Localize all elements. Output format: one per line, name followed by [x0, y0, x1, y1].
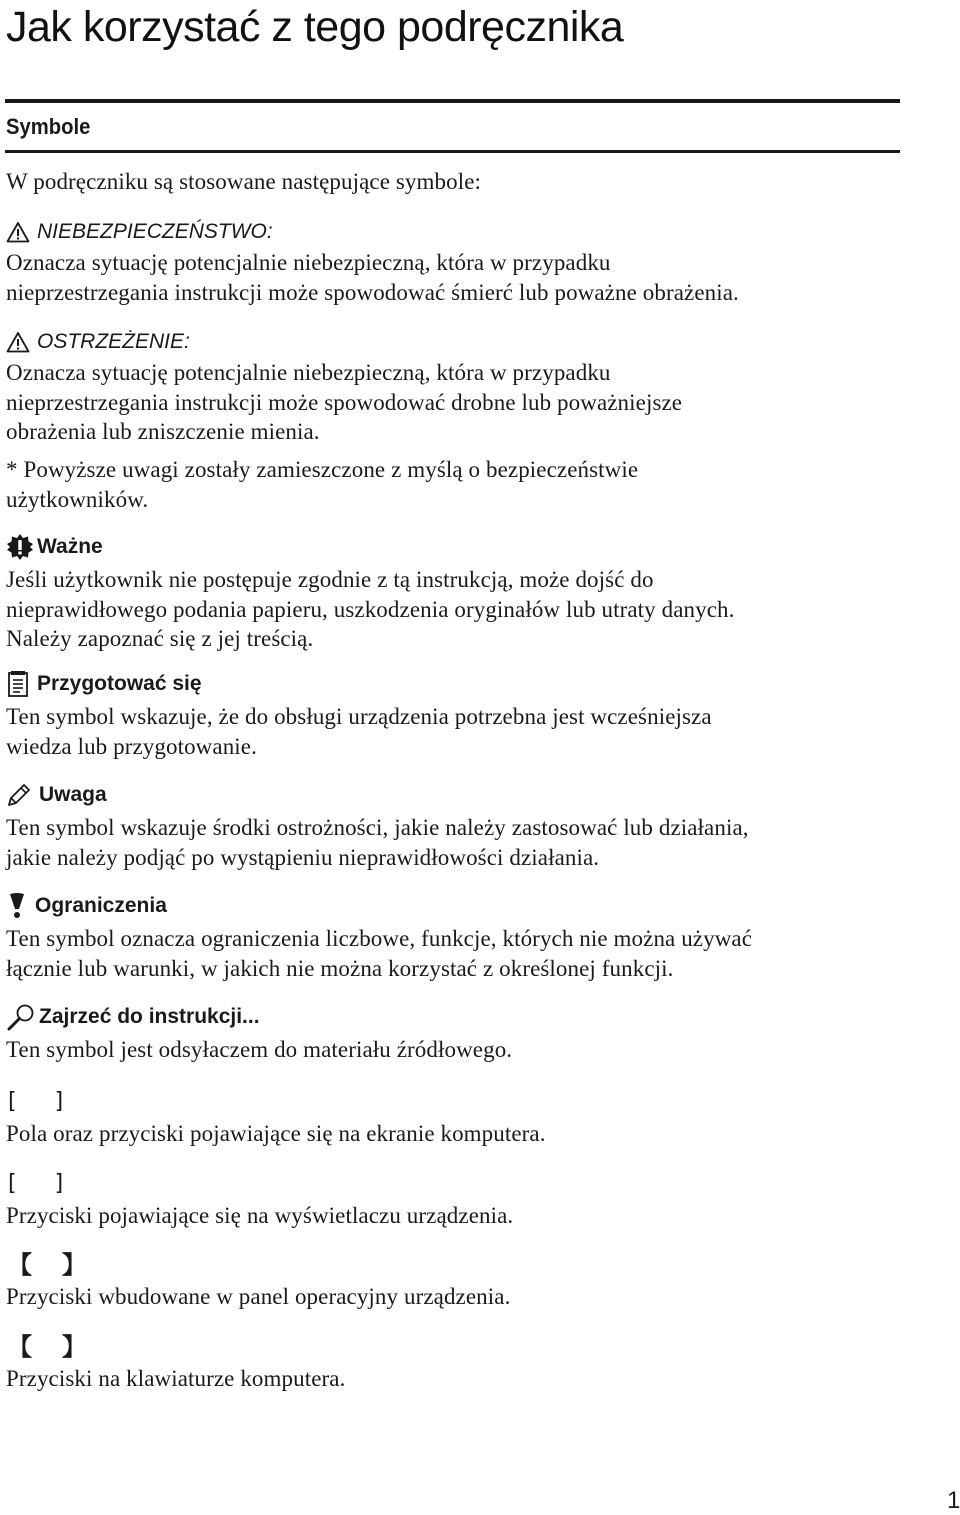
pencil-icon	[6, 782, 32, 808]
reference-block	[6, 1003, 906, 1065]
top-rule	[5, 99, 900, 103]
reference-heading	[6, 1003, 906, 1031]
danger-heading-label: NIEBEZPIECZEŃSTWO:	[37, 220, 273, 243]
danger-block	[6, 218, 906, 307]
important-badge-icon	[6, 533, 34, 561]
panel-bracket-symbol	[6, 1251, 906, 1279]
bracket-close: ]	[54, 1171, 64, 1196]
bracket-entry	[6, 1251, 906, 1312]
prepare-line: Ten symbol wskazuje, że do obsługi urządzenia potrzebna jest wcześniejsza	[6, 704, 712, 729]
important-line: nieprawidłowego podania papieru, uszkodzenia oryginałów lub utraty danych.	[6, 596, 735, 622]
danger-line: nieprzestrzegania instrukcji może spowodować śmierć lub poważne obrażenia.	[6, 279, 739, 305]
bracket-open: 【	[8, 1333, 32, 1361]
note-heading	[6, 781, 906, 809]
limitation-block	[6, 892, 906, 983]
page-title: Jak korzystać z tego podręcznika	[6, 3, 624, 51]
important-line: Należy zapoznać się z jej treścią.	[6, 626, 314, 651]
screen-bracket-symbol	[6, 1088, 906, 1116]
bracket-open: [	[8, 1089, 17, 1114]
note-block	[6, 781, 906, 872]
limitation-heading	[6, 892, 906, 920]
important-heading-label: Ważne	[37, 535, 103, 558]
notepad-icon	[6, 670, 30, 698]
prepare-line: wiedza lub przygotowanie.	[6, 733, 257, 759]
limitation-line: łącznie lub warunki, w jakich nie można korzystać z określonej funkcji.	[6, 955, 674, 981]
prepare-block	[6, 670, 906, 761]
display-bracket-symbol	[6, 1170, 906, 1198]
warning-line: obrażenia lub zniszczenie mienia.	[6, 419, 320, 444]
warning-block	[6, 328, 906, 447]
reference-line: Ten symbol jest odsyłaczem do materiału źródłowego.	[6, 1037, 513, 1062]
page-number: 1	[947, 1487, 960, 1514]
bracket-description: Przyciski na klawiaturze komputera.	[6, 1366, 346, 1391]
section-rule	[5, 150, 900, 153]
bracket-description: Pola oraz przyciski pojawiające się na ekranie komputera.	[6, 1121, 546, 1146]
danger-line: Oznacza sytuację potencjalnie niebezpieczną, która w przypadku	[6, 250, 611, 275]
magnifier-icon	[6, 1003, 36, 1031]
prepare-heading-label: Przygotować się	[37, 672, 202, 695]
safety-note-line: użytkowników.	[6, 486, 149, 512]
bracket-entry	[6, 1170, 906, 1231]
keyboard-bracket-symbol	[6, 1333, 906, 1361]
important-heading	[6, 533, 906, 561]
important-line: Jeśli użytkownik nie postępuje zgodnie z tą instrukcją, może dojść do	[6, 567, 654, 592]
note-heading-label: Uwaga	[39, 783, 107, 806]
bracket-entry	[6, 1088, 906, 1149]
note-line: jakie należy podjąć po wystąpieniu nieprawidłowości działania.	[6, 844, 600, 870]
bracket-open: [	[8, 1171, 17, 1196]
prepare-heading	[6, 670, 906, 698]
limitation-heading-label: Ograniczenia	[35, 894, 167, 917]
section-title: Symbole	[6, 114, 91, 139]
bracket-entry	[6, 1333, 906, 1394]
intro-text: W podręczniku są stosowane następujące symbole:	[6, 169, 481, 194]
exclamation-icon	[6, 892, 28, 920]
danger-heading	[6, 218, 906, 246]
warning-triangle-icon	[6, 221, 30, 243]
bracket-description: Przyciski pojawiające się na wyświetlaczu urządzenia.	[6, 1203, 514, 1228]
bracket-description: Przyciski wbudowane w panel operacyjny urządzenia.	[6, 1284, 511, 1309]
warning-triangle-icon	[6, 331, 30, 353]
bracket-close: ]	[54, 1089, 64, 1114]
note-line: Ten symbol wskazuje środki ostrożności, jakie należy zastosować lub działania,	[6, 815, 749, 840]
bracket-close: 】	[62, 1333, 86, 1361]
reference-heading-label: Zajrzeć do instrukcji...	[39, 1005, 260, 1028]
bracket-open: 【	[8, 1251, 32, 1279]
safety-note	[6, 455, 906, 514]
limitation-line: Ten symbol oznacza ograniczenia liczbowe, funkcje, których nie można używać	[6, 926, 753, 951]
safety-note-line: * Powyższe uwagi zostały zamieszczone z myślą o bezpieczeństwie	[6, 457, 639, 482]
warning-heading-label: OSTRZEŻENIE:	[37, 330, 190, 353]
warning-heading	[6, 328, 906, 356]
important-block	[6, 533, 906, 654]
warning-line: nieprzestrzegania instrukcji może spowodować drobne lub poważniejsze	[6, 389, 683, 415]
bracket-close: 】	[62, 1251, 86, 1279]
warning-line: Oznacza sytuację potencjalnie niebezpieczną, która w przypadku	[6, 360, 611, 385]
